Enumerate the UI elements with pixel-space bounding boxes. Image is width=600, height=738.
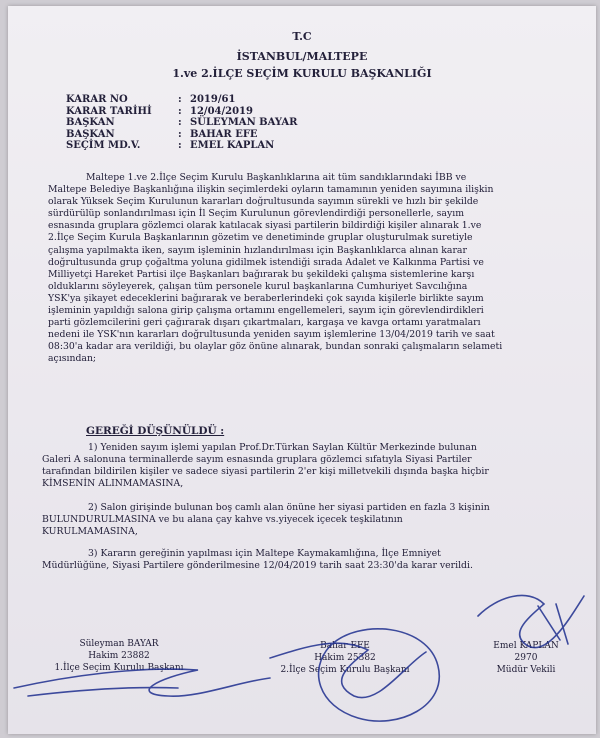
meta-sep: : <box>178 117 182 128</box>
decision-meta <box>66 94 297 152</box>
meta-label: BAŞKAN <box>66 117 115 128</box>
decision-heading: GEREĞİ DÜŞÜNÜLDÜ : <box>86 425 225 437</box>
signer-title: Müdür Vekili <box>496 665 556 675</box>
item-line: 2) Salon girişinde bulunan boş camlı alan önüne her siyasi partiden en fazla 3 kişinin <box>88 502 490 513</box>
body-line: Maltepe 1.ve 2.İlçe Seçim Kurulu Başkanlıklarına ait tüm sandıklarındaki İBB ve <box>86 172 467 183</box>
body-line: sürdürülüp sonlandırılması için İl Seçim Kurulunun görevlendirdiği personellerle, sayım <box>48 208 465 220</box>
body-line: YSK'ya şikayet edeceklerini bağırarak ve beraberlerindeki çok sayıda kişilerle birlikte sayım <box>48 292 484 304</box>
item-line: 1) Yeniden sayım işlemi yapılan Prof.Dr.Türkan Saylan Kültür Merkezinde bulunan <box>88 442 477 453</box>
meta-label: BAŞKAN <box>66 128 115 140</box>
meta-label: KARAR TARİHİ <box>66 105 152 117</box>
item-line: tarafından bildirilen kişiler ve sadece siyasi partilerin 2'er kişi milletvekili dışında başka hiçbir <box>42 466 489 478</box>
meta-sep: : <box>178 140 182 151</box>
signer-name: Bahar EFE <box>320 641 370 651</box>
meta-row <box>66 106 297 118</box>
meta-label: KARAR NO <box>66 94 128 105</box>
signer-reg: Hakim 23882 <box>88 651 150 661</box>
body-line: nedeni ile YSK'nın kararları doğrultusunda yeniden sayım işlemlerine 13/04/2019 tarih ve saat <box>48 329 495 341</box>
body-line: açısından; <box>48 353 97 365</box>
header-tc: T.C <box>292 30 312 43</box>
meta-row <box>66 140 297 152</box>
meta-row <box>66 117 297 129</box>
signer-reg: Hakim 25382 <box>314 653 376 663</box>
decision-item-2 <box>42 502 574 538</box>
item-line: 3) Kararın gereğinin yapılması için Maltepe Kaymakamlığına, İlçe Emniyet <box>88 548 441 559</box>
meta-row <box>66 129 297 141</box>
decision-item-1 <box>42 442 574 490</box>
body-line: 08:30'a kadar ara verildiği, bu olaylar göz önüne alınarak, bundan sonraki çalışmaların selameti <box>48 341 503 353</box>
header-city: İSTANBUL/MALTEPE <box>236 50 368 63</box>
signer-title: 2.İlçe Seçim Kurulu Başkanı <box>280 665 410 675</box>
meta-sep: : <box>178 105 182 117</box>
body-line: Milliyetçi Hareket Partisi ilçe Başkanları bağırarak bu şekildeki çalışma sistemlerine karşı <box>48 268 475 280</box>
signer-reg: 2970 <box>514 653 538 663</box>
body-line: parti gözlemcilerini geri çağırarak dışarı çıkartmaları, kargaşa ve kavga ortamı yaratmaları <box>48 317 481 329</box>
item-line: Galeri A salonuna terminallerde sayım esnasında gruplara gözlemci sıfatıyla Siyasi Partiler <box>42 454 472 466</box>
meta-value: BAHAR EFE <box>190 128 258 140</box>
header-council: 1.ve 2.İLÇE SEÇİM KURULU BAŞKANLIĞI <box>172 67 432 80</box>
body-line: doğrultusunda grup çoğaltma yoluna gidilmek istendiği sırada Adalet ve Kalkınma Partisi ve <box>48 256 484 268</box>
signature-scribble-3b <box>538 604 568 644</box>
item-line: KURULMAMASINA, <box>42 526 138 538</box>
meta-sep: : <box>178 94 182 105</box>
decision-item-3 <box>42 548 574 572</box>
item-line: KİMSENİN ALINMAMASINA, <box>42 478 184 490</box>
document-page <box>8 6 596 734</box>
item-line: Müdürlüğüne, Siyasi Partilere gönderilmesine 12/04/2019 tarih saat 23:30'da karar verildi. <box>42 560 473 572</box>
signature-block-1 <box>54 638 184 674</box>
signer-name: Emel KAPLAN <box>493 641 559 651</box>
body-line: Maltepe Belediye Başkanlığına ilişkin seçimlerdeki oyların tamamının yeniden sayımına ilişkin <box>48 184 494 196</box>
meta-value: SÜLEYMAN BAYAR <box>190 117 298 128</box>
signature-scribble-1b <box>28 687 178 696</box>
signer-title: 1.İlçe Seçim Kurulu Başkanı <box>54 663 184 673</box>
body-line: esnasında gruplara gözlemci olarak katılacak siyasi partilerin bildirdiği kişiler alınarak 1.ve <box>48 220 482 232</box>
meta-value: 2019/61 <box>190 94 236 105</box>
body-line: olduklarını söyleyerek, çalışan tüm personele kurul başkanlarına Cumhuriyet Savcılığına <box>48 280 468 292</box>
meta-row <box>66 94 297 106</box>
item-line: BULUNDURULMASINA ve bu alana çay kahve vs.yiyecek içecek teşkilatının <box>42 514 403 526</box>
meta-label: SEÇİM MD.V. <box>66 140 141 151</box>
body-paragraph <box>48 172 572 366</box>
body-line: 2.İlçe Seçim Kurula Başkanlarının gözetim ve denetiminde gruplar oluşturulmak suretiyle <box>48 232 473 244</box>
body-line: çalışma yapılmakta iken, sayım işleminin hızlandırılması için Başkanlıklarca alınan karar <box>48 244 467 256</box>
meta-sep: : <box>178 128 182 140</box>
signature-block-3 <box>466 640 586 676</box>
body-line: işleminin yapıldığı salona girip çalışma ortamını engellemeleri, sayım için görevlendirdikleri <box>48 305 484 317</box>
meta-value: 12/04/2019 <box>190 105 253 117</box>
signature-block-2 <box>276 640 414 676</box>
meta-value: EMEL KAPLAN <box>190 140 275 151</box>
body-line: olarak Yüksek Seçim Kurulunun kararları doğrultusunda sayımın sürekli ve hızlı bir şekilde <box>48 196 479 208</box>
signer-name: Süleyman BAYAR <box>79 639 159 649</box>
